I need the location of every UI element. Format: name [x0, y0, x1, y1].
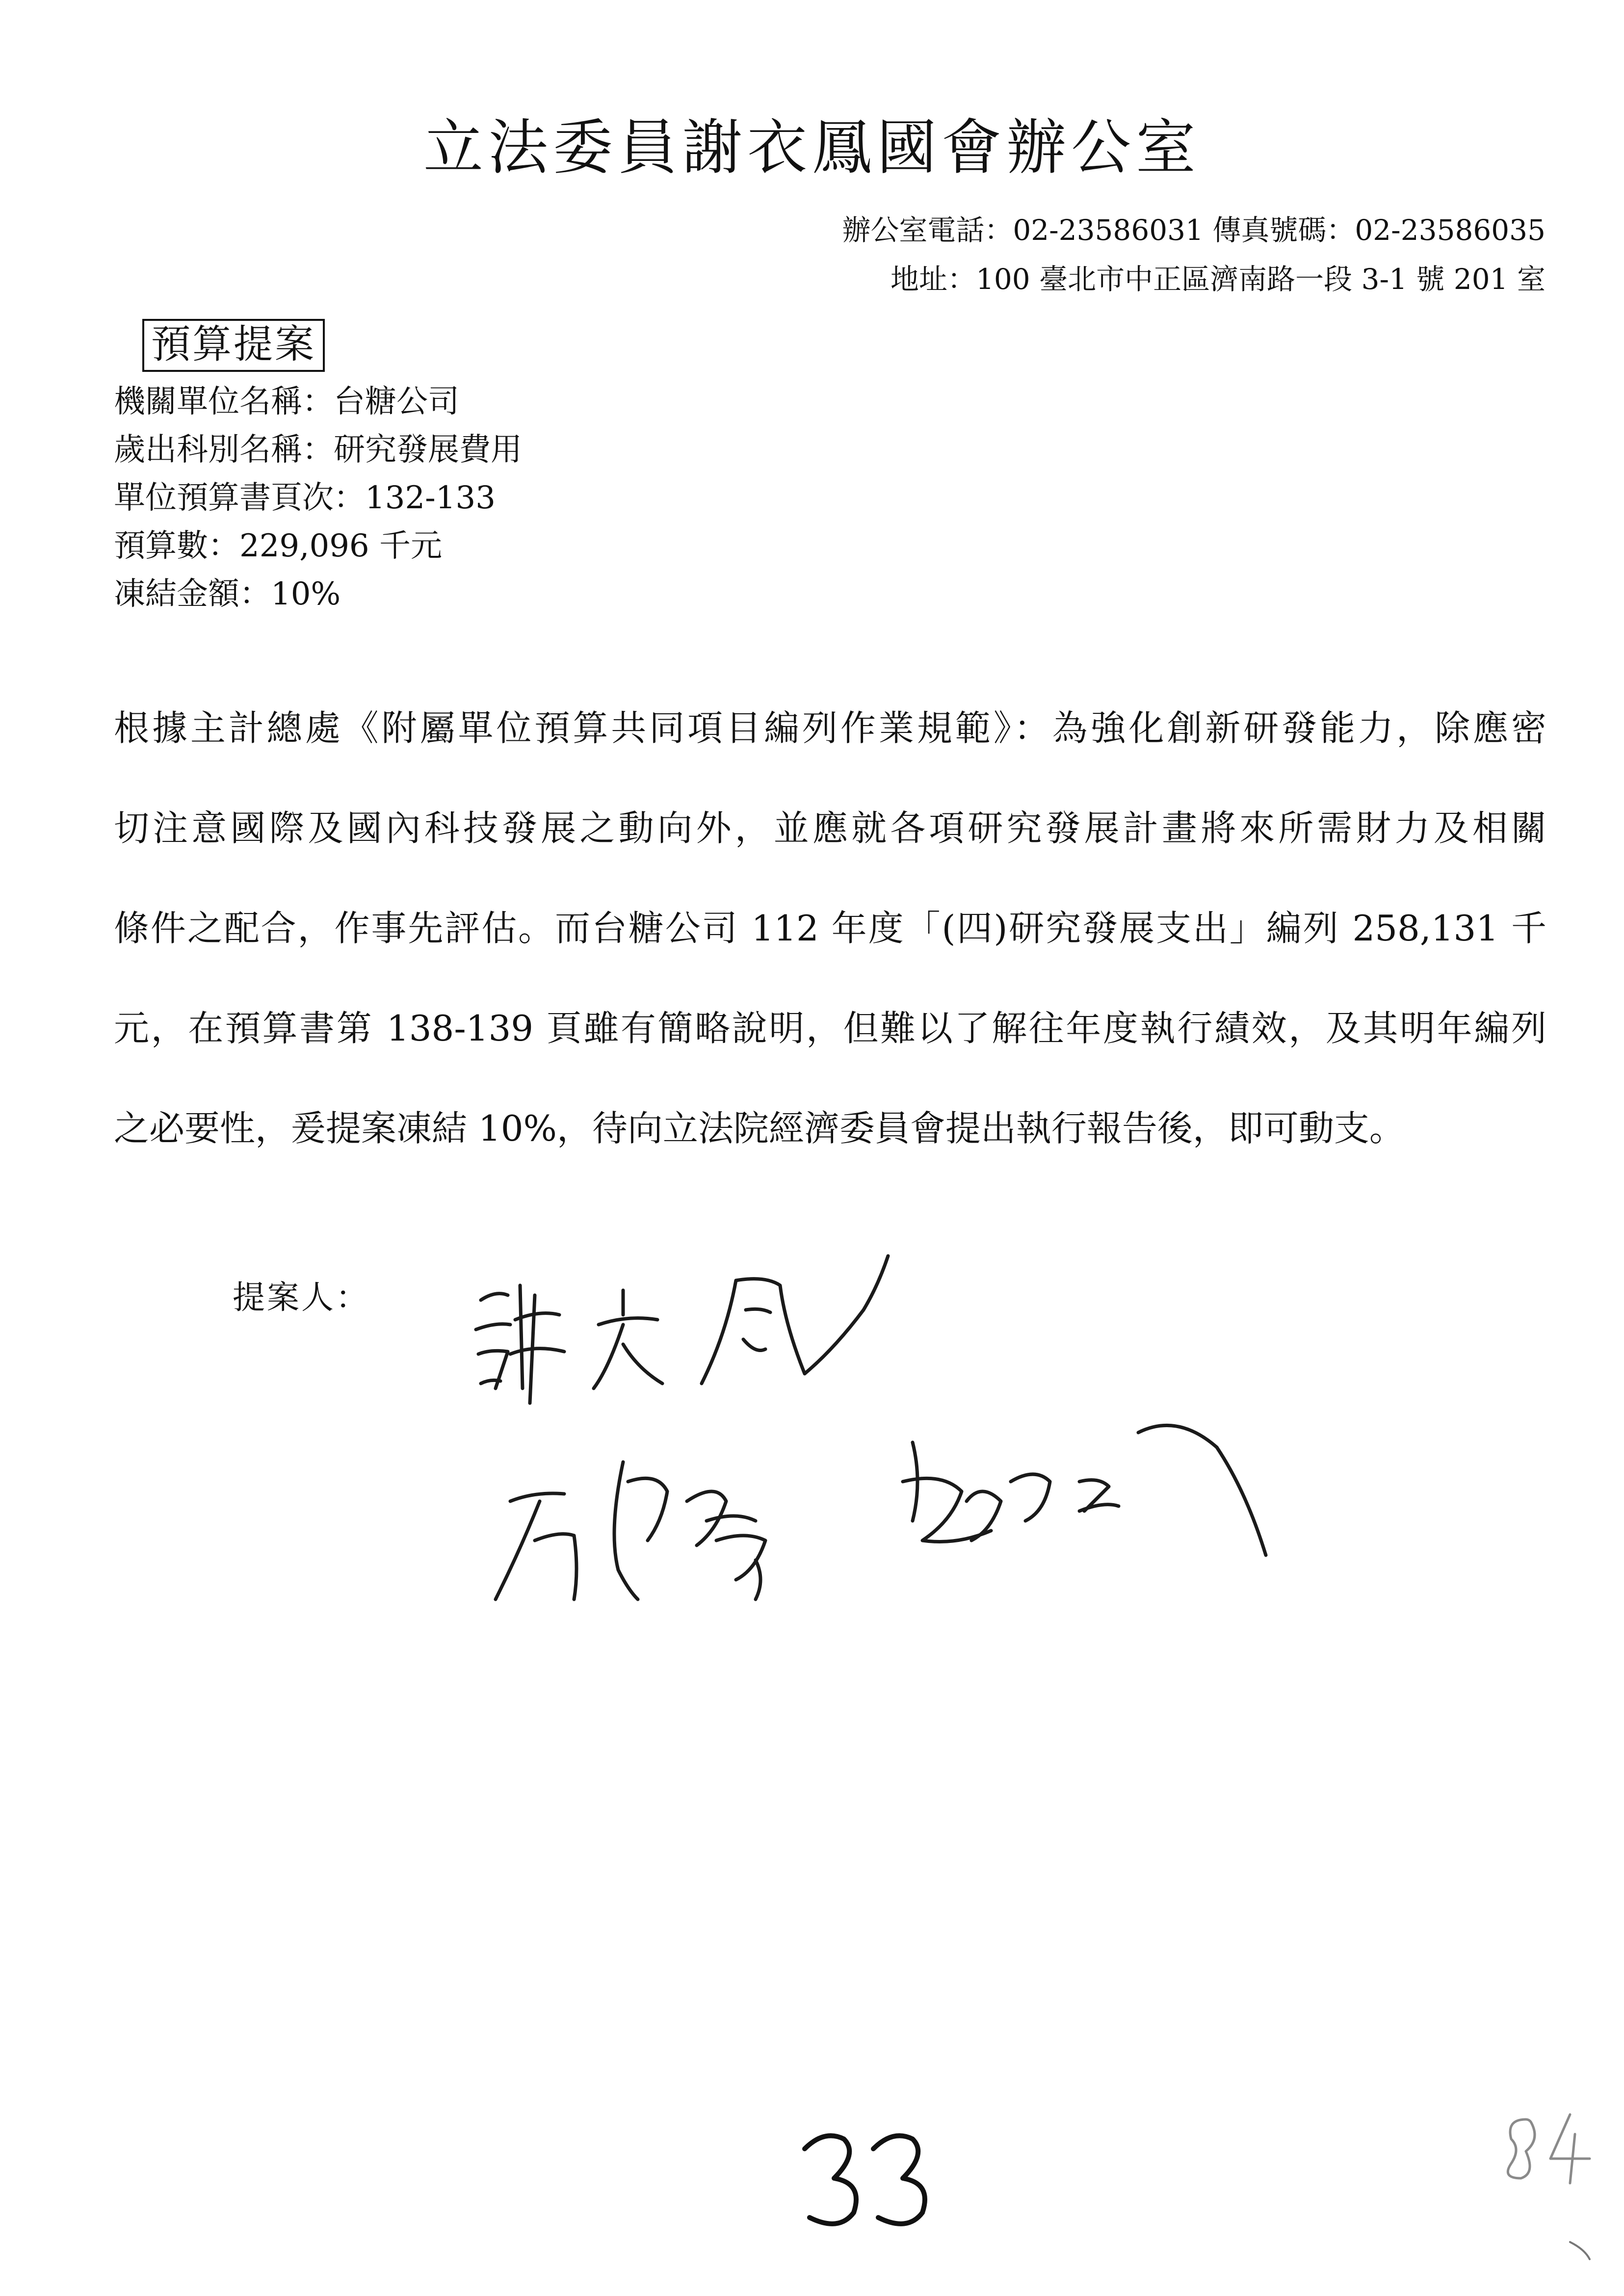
corner-handwritten-number	[1492, 2105, 1599, 2188]
proposal-body	[114, 678, 1546, 1178]
body-line: 之必要性，爰提案凍結 10%，待向立法院經濟委員會提出執行報告後，即可動支。	[114, 1108, 1405, 1149]
handwritten-page-number	[790, 2119, 937, 2247]
body-line: 元，在預算書第 138-139 頁雖有簡略說明，但難以了解往年度執行績效，及其明年編列	[114, 1008, 1546, 1049]
handwritten-signatures	[461, 1226, 1393, 1668]
field-budget-pages: 單位預算書頁次：132-133	[114, 480, 496, 516]
body-line: 條件之配合，作事先評估。而台糖公司 112 年度「(四)研究發展支出」編列 258,131 千	[114, 908, 1546, 949]
proposal-type-tag: 預算提案	[142, 319, 325, 372]
office-phone-fax: 辦公室電話：02-23586031 傳真號碼：02-23586035	[842, 213, 1545, 247]
proposal-fields	[114, 378, 522, 618]
office-address: 地址：100 臺北市中正區濟南路一段 3-1 號 201 室	[891, 262, 1545, 296]
corner-mark	[1565, 2237, 1595, 2267]
field-frozen-amount: 凍結金額：10%	[114, 576, 341, 612]
field-expenditure-item: 歲出科別名稱：研究發展費用	[114, 432, 522, 468]
body-line: 根據主計總處《附屬單位預算共同項目編列作業規範》：為強化創新研發能力，除應密	[114, 707, 1546, 749]
field-budget-amount: 預算數：229,096 千元	[114, 528, 442, 564]
field-agency: 機關單位名稱：台糖公司	[114, 384, 459, 420]
office-title: 立法委員謝衣鳳國會辦公室	[423, 113, 1201, 183]
body-line: 切注意國際及國內科技發展之動向外，並應就各項研究發展計畫將來所需財力及相關	[114, 808, 1546, 849]
proposer-label: 提案人：	[233, 1278, 370, 1316]
